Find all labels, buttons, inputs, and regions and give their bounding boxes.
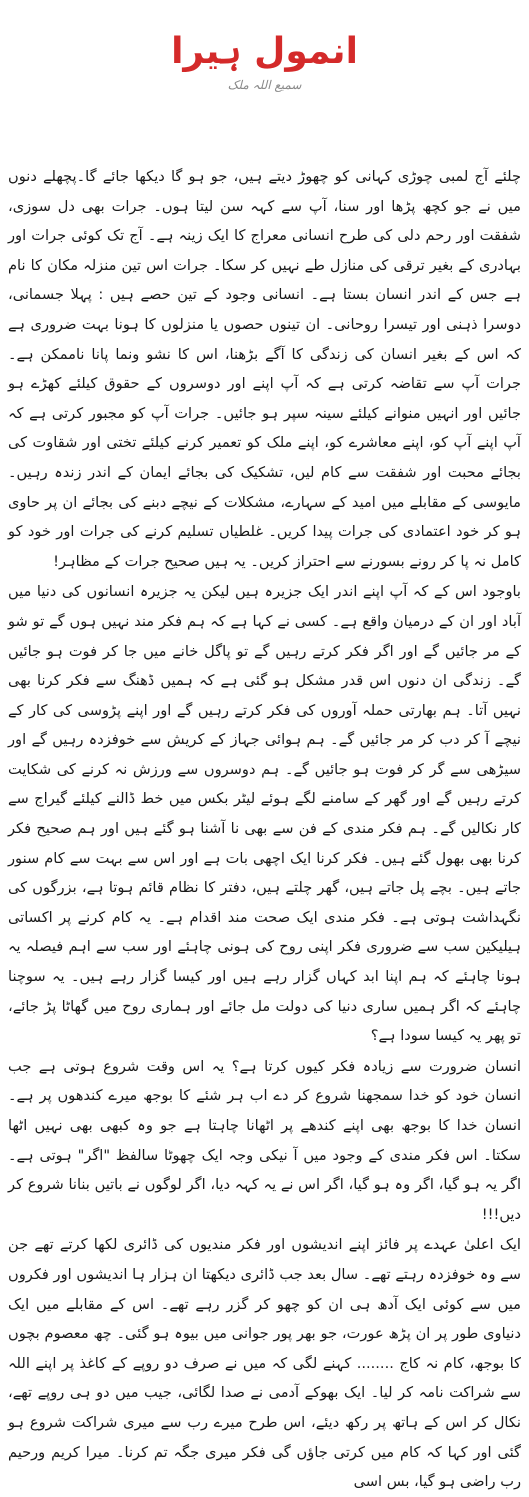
article-title: انمول ہیرا <box>171 31 358 72</box>
article-body <box>0 92 529 1497</box>
article-paragraph: ایک اعلیٰ عہدے پر فائز اپنے اندیشوں اور فکر مندیوں کی ڈائری لکھا کرتے تھے جن سے وہ خوفزدہ رہتے تھے۔ سال بعد جب ڈائری دیکھتا ان ہزار ہا اندیشوں اور فکروں میں سے کوئی ایک آدھ ہی ان کو چھو کر گزر رہے تھے۔ اس کے مقابلے میں ایک دنیاوی طور پر ان پڑھ عورت، جو بھر پور جوانی میں بیوہ ہو گئی۔ چھ معصوم بچوں کا بوجھ، کام نہ کاج ........ کہنے لگی کہ میں نے صرف دو روپے کے کاغذ پر اپنے اللہ سے شراکت نامہ کر لیا۔ ایک بھوکے آدمی نے صدا لگائی، جیب میں دو ہی روپے تھے، نکال کر اس کے ہاتھ پر رکھ دیئے، اس طرح میرے رب سے میری شراکت شروع ہو گئی اور کہا کہ کام میں کرتی جاؤں گی فکر میری جگہ تم کرنا۔ میرا کریم ورحیم رب راضی ہو گیا، بس اسی <box>8 1236 521 1491</box>
article-paragraph: انسان ضرورت سے زیادہ فکر کیوں کرتا ہے؟ یہ اس وقت شروع ہوتی ہے جب انسان خود کو خدا سمجھنا شروع کر دے اب ہر شئے کا بوجھ میرے کندھوں پر ہے۔ انسان خدا کا بوجھ بھی اپنے کندھے پر اٹھانا چاہتا ہے جو وہ کبھی بھی نہیں اٹھا سکتا۔ اس فکر مندی کے وجود میں آ نیکی وجہ ایک چھوٹا سالفظ "اگر" ہوتی ہے۔ اگر یہ ہو گیا، اگر وہ ہو گیا، اگر اس نے یہ کہہ دیا، اگر لوگوں نے باتیں بنانا شروع کر دیں!!! <box>8 1057 521 1223</box>
article-paragraph: باوجود اس کے کہ آپ اپنے اندر ایک جزیرہ ہیں لیکن یہ جزیرہ انسانوں کی دنیا میں آباد اور ان کے درمیان واقع ہے۔ کسی نے کہا ہے کہ ہم فکر مند نہیں ہوں گے تو شو کے مر جائیں گے اور اگر فکر کرتے رہیں گے تو پاگل خانے میں جا کر فوت ہو جائیں گے۔ زندگی ان دنوں اس قدر مشکل ہو گئی ہے کہ ہمیں ڈھنگ سے فکر کرنا بھی نہیں آتا۔ ہم بھارتی حملہ آوروں کی فکر کرتے رہیں گے اور اپنے پڑوسی کی کار کے نیچے آ کر دب کر مر جائیں گے۔ ہم ہوائی جہاز کے کریش سے خوفزدہ رہیں گے اور سیڑھی سے گر کر فوت ہو جائیں گے۔ ہم دوسروں سے ورزش نہ کرنے کی شکایت کرتے رہیں گے اور گھر کے سامنے لگے ہوئے لیٹر بکس میں خط ڈالنے کیلئے گیراج سے کار نکالیں گے۔ ہم فکر مندی کے فن سے بھی نا آشنا ہو گئے ہیں اور ہم صحیح فکر کرنا بھی بھول گئے ہیں۔ فکر کرنا ایک اچھی بات ہے اور اس سے بہت سے کام سنور جاتے ہیں۔ بچے پل جاتے ہیں، گھر چلتے ہیں، دفتر کا نظام قائم ہوتا ہے، بزرگوں کی نگہداشت ہوتی ہے۔ فکر مندی ایک صحت مند اقدام ہے۔ یہ کام کرنے پر اکساتی ہیلیکین سب سے ضروری فکر اپنی روح کی ہونی چاہئے اور سب سے اہم فیصلہ یہ ہونا چاہئے کہ ہم اپنا ابد کہاں گزار رہے ہیں اور کیسا گزار رہے ہیں۔ یہ سوچنا چاہئے کہ اگر ہمیں ساری دنیا کی دولت مل جائے اور ہماری روح میں گھاٹا پڑ جائے، تو پھر یہ کیسا سودا ہے؟ <box>8 583 521 1045</box>
article-header <box>0 0 529 92</box>
article-paragraph: چلئے آج لمبی چوڑی کہانی کو چھوڑ دیتے ہیں، جو ہو گا دیکھا جائے گا۔پچھلے دنوں میں نے جو کچھ پڑھا اور سنا، آپ سے کہہ سن لیتا ہوں۔ جرات بھی دل سوزی، شفقت اور رحم دلی کی طرح انسانی معراج کا ایک زینہ ہے۔ آج تک کوئی جرات اور بہادری کے بغیر ترقی کی منازل طے نہیں کر سکا۔ جرات اس تین منزلہ مکان کا نام ہے جس کے اندر انسان بستا ہے۔ انسانی وجود کے تین حصے ہیں : پہلا جسمانی، دوسرا ذہنی اور تیسرا روحانی۔ ان تینوں حصوں یا منزلوں کا ہونا بہت ضروری ہے کہ اس کے بغیر انسان کی زندگی کا آگے بڑھنا، اس کا نشو ونما پانا ناممکن ہے۔ جرات آپ سے تقاضہ کرتی ہے کہ آپ اپنے اور دوسروں کے حقوق کیلئے کھڑے ہو جائیں اور انہیں منوانے کیلئے سینہ سپر ہو جائیں۔ جرات آپ کو مجبور کرتی ہے کہ آپ اپنے آپ کو، اپنے معاشرے کو، اپنے ملک کو تعمیر کرنے کیلئے تختی اور شقاوت کی بجائے محبت اور شفقت سے کام لیں، تشکیک کی بجائے ایمان کے اندر زندہ رہیں۔ مایوسی کے مقابلے میں امید کے سہارے، مشکلات کے نیچے دبنے کی بجائے ان پر حاوی ہو کر خود اعتمادی کی جرات پیدا کریں۔ غلطیاں تسلیم کرنے کی جرات اور خود کو کامل نہ پا کر رونے بسورنے سے احتراز کریں۔ یہ ہیں صحیح جرات کے مظاہر! <box>8 168 521 570</box>
author-name: سمیع اللہ ملک <box>227 78 302 92</box>
